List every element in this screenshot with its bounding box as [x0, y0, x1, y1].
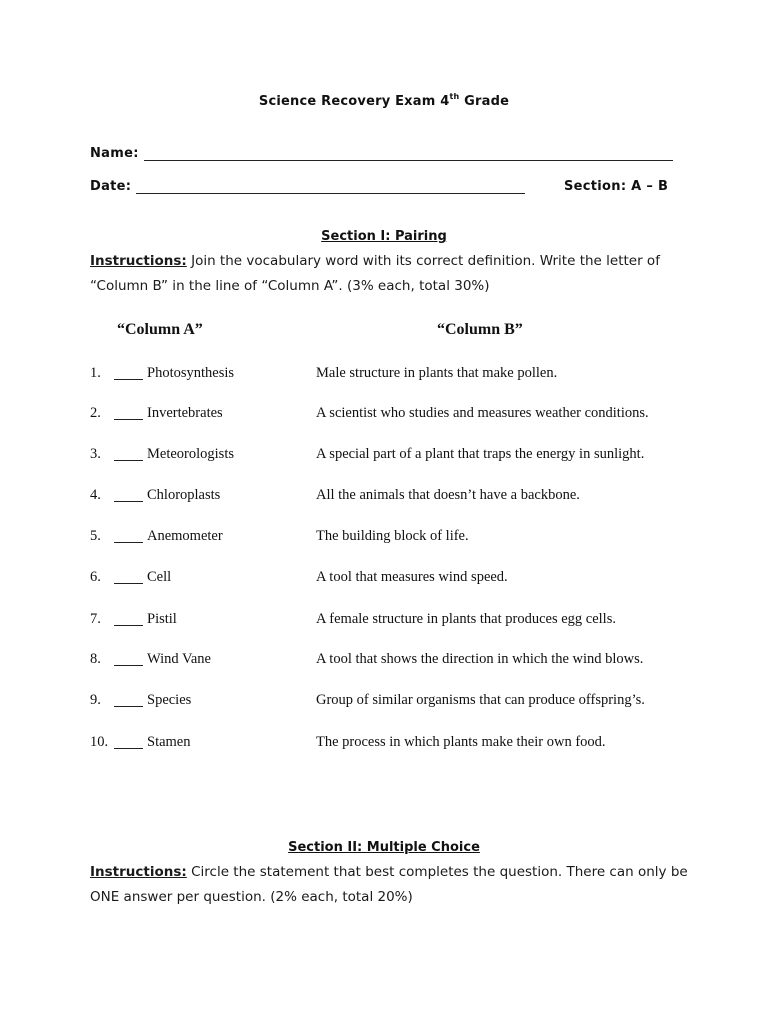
section-1-instructions: [90, 249, 690, 299]
pairing-item-2: [0, 405, 768, 425]
item-number: 3.: [90, 446, 101, 462]
answer-blank-8[interactable]: [114, 665, 143, 666]
answer-blank-1[interactable]: [114, 379, 143, 380]
item-number: 2.: [90, 405, 101, 421]
item-number: 4.: [90, 487, 101, 503]
item-number: 5.: [90, 528, 101, 544]
section-2-heading: Section II: Multiple Choice: [288, 840, 480, 855]
item-definition: The process in which plants make their own food.: [316, 734, 606, 750]
item-term: Chloroplasts: [147, 487, 221, 503]
pairing-item-4: [0, 487, 768, 507]
item-term: Meteorologists: [147, 446, 234, 462]
item-number: 7.: [90, 611, 101, 627]
pairing-item-1: [0, 365, 768, 385]
answer-blank-4[interactable]: [114, 501, 143, 502]
pairing-item-3: [0, 446, 768, 466]
item-number: 9.: [90, 692, 101, 708]
section-1-instructions-text: Join the vocabulary word with its correct definition. Write the letter of “Column B” in the line of “Column A”. (3% each, total 30%): [90, 253, 660, 294]
pairing-item-8: [0, 651, 768, 671]
item-definition: A special part of a plant that traps the energy in sunlight.: [316, 446, 645, 462]
name-label: Name:: [90, 146, 139, 161]
item-term: Stamen: [147, 734, 191, 750]
item-term: Invertebrates: [147, 405, 223, 421]
item-definition: The building block of life.: [316, 528, 469, 544]
answer-blank-2[interactable]: [114, 419, 143, 420]
item-definition: A scientist who studies and measures weather conditions.: [316, 405, 649, 421]
item-definition: Group of similar organisms that can produce offspring’s.: [316, 692, 645, 708]
answer-blank-7[interactable]: [114, 625, 143, 626]
section-label: Section: A – B: [564, 179, 669, 194]
item-definition: A female structure in plants that produces egg cells.: [316, 611, 616, 627]
section-2-instructions: [90, 860, 690, 910]
name-field-line[interactable]: [144, 160, 673, 161]
section-1-heading: Section I: Pairing: [321, 229, 447, 244]
date-label: Date:: [90, 179, 132, 194]
pairing-item-7: [0, 611, 768, 631]
answer-blank-10[interactable]: [114, 748, 143, 749]
answer-blank-3[interactable]: [114, 460, 143, 461]
item-definition: A tool that shows the direction in which the wind blows.: [316, 651, 644, 667]
item-term: Pistil: [147, 611, 177, 627]
exam-title-text: Science Recovery Exam 4: [258, 94, 450, 109]
answer-blank-6[interactable]: [114, 583, 143, 584]
item-term: Wind Vane: [147, 651, 211, 667]
item-term: Photosynthesis: [147, 365, 235, 381]
exam-title-superscript: th: [449, 92, 460, 101]
item-number: 8.: [90, 651, 101, 667]
pairing-item-5: [0, 528, 768, 548]
item-definition: A tool that measures wind speed.: [316, 569, 508, 585]
item-number: 1.: [90, 365, 101, 381]
answer-blank-5[interactable]: [114, 542, 143, 543]
pairing-item-10: [0, 734, 768, 754]
pairing-item-6: [0, 569, 768, 589]
item-definition: Male structure in plants that make pollen.: [316, 365, 558, 381]
exam-title: [0, 94, 768, 109]
section-2-instructions-text: Circle the statement that best completes the question. There can only be ONE answer per question. (2% each, total 20%): [90, 864, 688, 905]
date-field-line[interactable]: [136, 193, 525, 194]
exam-title-suffix: Grade: [464, 94, 510, 109]
section-2-instructions-label: Instructions:: [90, 864, 187, 880]
item-term: Species: [147, 692, 192, 708]
column-b-header: “Column B”: [437, 321, 523, 338]
item-definition: All the animals that doesn’t have a backbone.: [316, 487, 580, 503]
item-term: Cell: [147, 569, 172, 585]
item-number: 10.: [90, 734, 109, 750]
pairing-item-9: [0, 692, 768, 712]
column-a-header: “Column A”: [117, 321, 203, 338]
item-number: 6.: [90, 569, 101, 585]
item-term: Anemometer: [147, 528, 223, 544]
answer-blank-9[interactable]: [114, 706, 143, 707]
section-1-instructions-label: Instructions:: [90, 253, 187, 269]
